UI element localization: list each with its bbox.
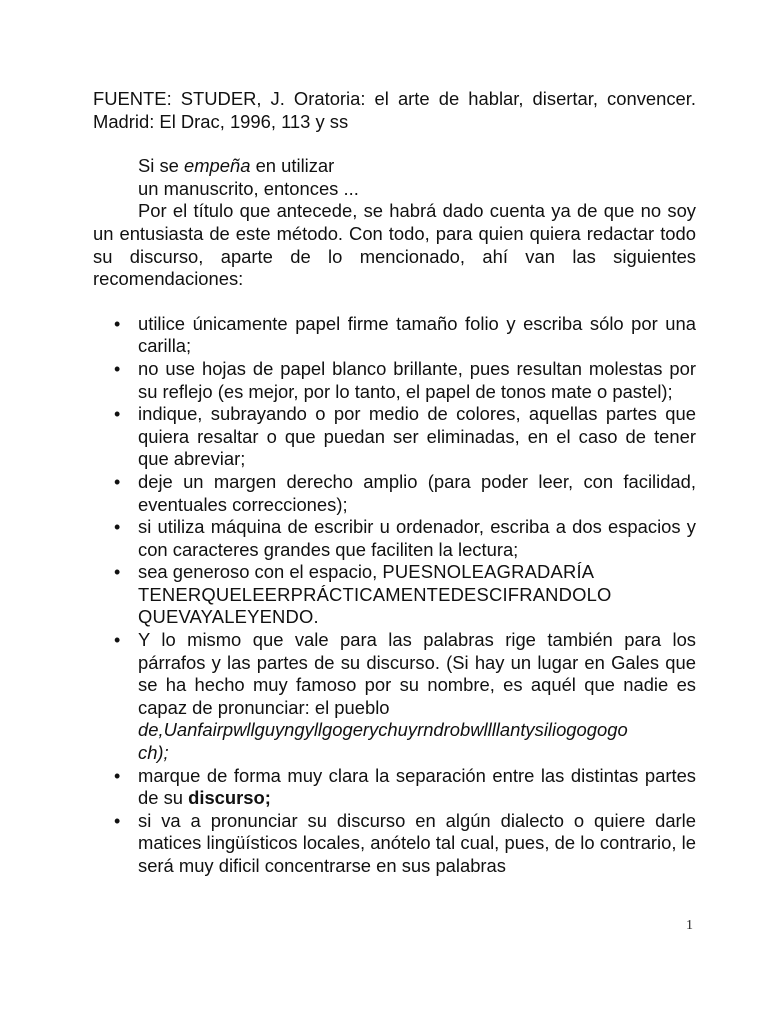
intro-lines xyxy=(93,155,696,200)
list-item-text: deje un margen derecho amplio (para poder leer, con facilidad, eventuales correcciones); xyxy=(138,470,696,515)
list-item-text: sea generoso con el espacio, xyxy=(138,561,383,583)
list-item xyxy=(93,471,696,516)
bullet-icon: • xyxy=(114,517,121,538)
bullet-icon: • xyxy=(114,765,121,786)
bullet-icon: • xyxy=(114,562,121,583)
list-item xyxy=(93,629,696,765)
intro-line-2: un manuscrito, entonces ... xyxy=(138,177,359,199)
list-item xyxy=(93,358,696,403)
page-number: 1 xyxy=(686,918,693,933)
list-item-text: Y lo mismo que vale para las palabras rige también para los párrafos y las partes de su discurso. (Si hay un lugar en Gales que se ha hecho muy famoso por su nombre, es aquél que nadie es capaz de pronunciar: el pueblo xyxy=(138,629,696,718)
welsh-town-name-end: ch); xyxy=(138,742,169,764)
recommendation-list xyxy=(93,313,696,878)
bold-word: discurso; xyxy=(188,787,271,809)
source-citation: FUENTE: STUDER, J. Oratoria: el arte de hablar, disertar, convencer. Madrid: El Drac, 1996, 113 y ss xyxy=(93,88,696,132)
list-item xyxy=(93,313,696,358)
list-item xyxy=(93,403,696,471)
intro-suffix: en utilizar xyxy=(250,155,335,177)
bullet-icon: • xyxy=(114,358,121,379)
caps-text-1: PUESNOLEAGRADARÍA xyxy=(382,561,595,583)
list-item-caps-line xyxy=(138,561,696,584)
welsh-town-name: de,Uanfairpwllguyngyllgogerychuyrndrobwllllantysiliogogogo xyxy=(138,719,628,741)
list-item-text: si va a pronunciar su discurso en algún dialecto o quiere darle matices lingüísticos locales, anótelo tal cual, pues, de lo contrario, le será muy dificil concentrarse en sus palabras xyxy=(138,809,696,876)
bullet-icon: • xyxy=(114,471,121,492)
list-item xyxy=(93,516,696,561)
list-item-text: no use hojas de papel blanco brillante, pues resultan molestas por su reflejo (es mejor, por lo tanto, el papel de tonos mate o pastel); xyxy=(138,357,696,402)
caps-text-3: QUEVAYALEYENDO. xyxy=(138,606,319,628)
caps-text-2: TENERQUELEERPRÁCTICAMENTEDESCIFRANDOLO xyxy=(138,583,612,605)
intro-line-1 xyxy=(93,155,696,178)
intro-emphasis: empeña xyxy=(184,155,251,177)
intro-paragraph: Por el título que antecede, se habrá dado cuenta ya de que no soy un entusiasta de este método. Con todo, para quien quiera redactar todo su discurso, aparte de lo mencionado, ahí van las siguientes recomendaciones: xyxy=(93,200,696,290)
document-body xyxy=(93,88,696,878)
bullet-icon: • xyxy=(114,404,121,425)
list-item-text: indique, subrayando o por medio de colores, aquellas partes que quiera resaltar o que puedan ser eliminadas, en el caso de tener que abreviar; xyxy=(138,403,696,470)
bullet-icon: • xyxy=(114,313,121,334)
list-item-text: si utiliza máquina de escribir u ordenador, escriba a dos espacios y con caracteres grandes que faciliten la lectura; xyxy=(138,516,696,560)
intro-prefix: Si se xyxy=(138,155,184,177)
bullet-icon: • xyxy=(114,630,121,651)
list-item xyxy=(93,561,696,629)
list-item-text: marque de forma muy clara la separación entre las distintas partes de su xyxy=(138,764,696,809)
list-item xyxy=(93,765,696,810)
bullet-icon: • xyxy=(114,810,121,831)
list-item-text: utilice únicamente papel firme tamaño folio y escriba sólo por una carilla; xyxy=(138,312,696,357)
list-item xyxy=(93,810,696,878)
